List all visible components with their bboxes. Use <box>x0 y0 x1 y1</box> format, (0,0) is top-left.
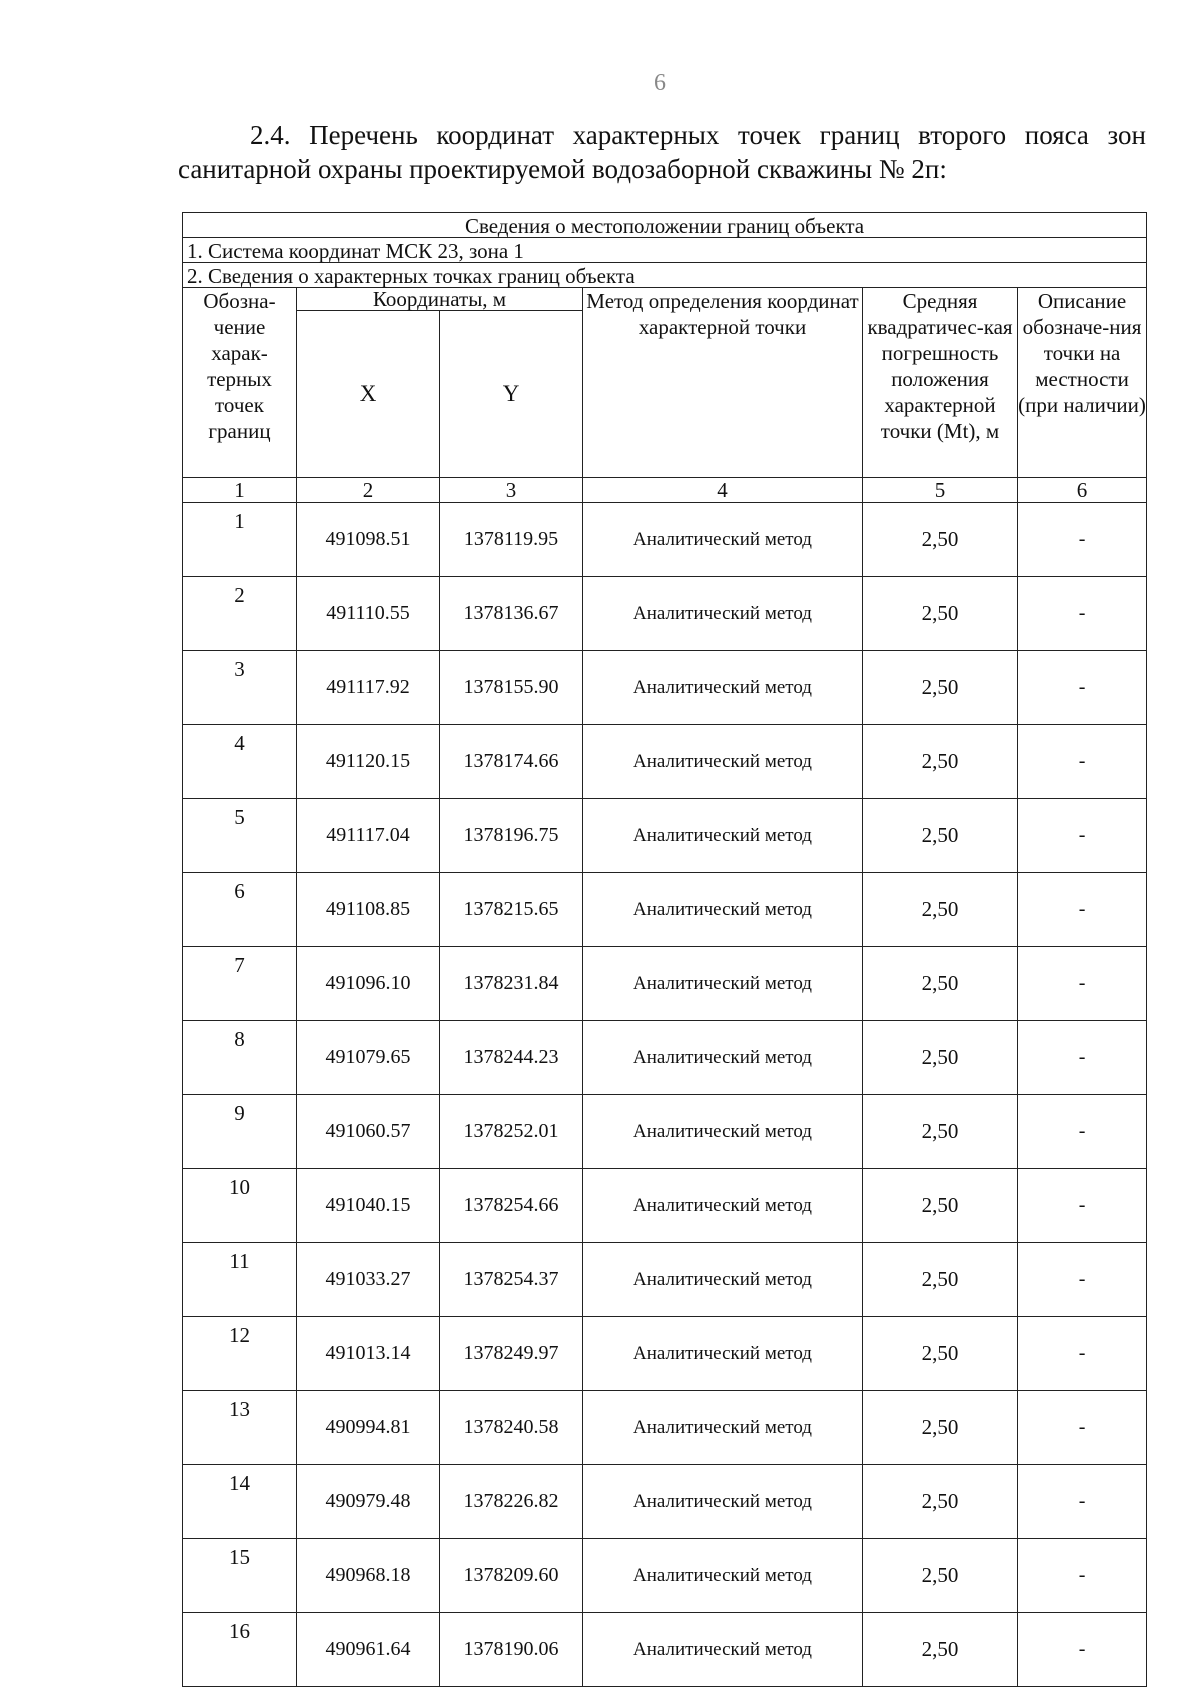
cell-error: 2,50 <box>863 947 1018 1021</box>
cell-y: 1378249.97 <box>440 1317 583 1391</box>
cell-description: - <box>1018 1169 1147 1243</box>
cell-x: 490979.48 <box>297 1465 440 1539</box>
cell-method: Аналитический метод <box>583 799 863 873</box>
cell-description: - <box>1018 1243 1147 1317</box>
header-coordinates: Координаты, м <box>297 288 583 311</box>
cell-y: 1378231.84 <box>440 947 583 1021</box>
table-row <box>183 1095 1147 1169</box>
table-body <box>183 503 1147 1687</box>
cell-description: - <box>1018 799 1147 873</box>
coordinates-table <box>182 212 1147 1687</box>
cell-y: 1378174.66 <box>440 725 583 799</box>
cell-error: 2,50 <box>863 1391 1018 1465</box>
column-number: 4 <box>583 478 863 503</box>
table-row <box>183 651 1147 725</box>
cell-point: 3 <box>183 651 297 725</box>
cell-method: Аналитический метод <box>583 947 863 1021</box>
cell-method: Аналитический метод <box>583 651 863 725</box>
column-number: 5 <box>863 478 1018 503</box>
cell-point: 12 <box>183 1317 297 1391</box>
cell-error: 2,50 <box>863 1021 1018 1095</box>
cell-description: - <box>1018 1095 1147 1169</box>
cell-description: - <box>1018 1317 1147 1391</box>
header-y: Y <box>440 311 583 478</box>
table-row <box>183 1243 1147 1317</box>
cell-error: 2,50 <box>863 651 1018 725</box>
table-title: Сведения о местоположении границ объекта <box>183 213 1147 238</box>
column-number: 3 <box>440 478 583 503</box>
cell-error: 2,50 <box>863 1169 1018 1243</box>
cell-point: 1 <box>183 503 297 577</box>
header-mean-square-error: Средняя квадратичес-кая погрешность положения характерной точки (Mt), м <box>863 288 1018 478</box>
cell-error: 2,50 <box>863 1317 1018 1391</box>
cell-x: 491013.14 <box>297 1317 440 1391</box>
cell-x: 491098.51 <box>297 503 440 577</box>
coordinate-system: 1. Система координат МСК 23, зона 1 <box>183 238 1147 263</box>
section-heading: 2.4. Перечень координат характерных точек границ второго пояса зон санитарной охраны проектируемой водозаборной скважины № 2п: <box>178 120 1146 184</box>
column-number: 6 <box>1018 478 1147 503</box>
cell-x: 491079.65 <box>297 1021 440 1095</box>
cell-error: 2,50 <box>863 1243 1018 1317</box>
cell-error: 2,50 <box>863 725 1018 799</box>
cell-error: 2,50 <box>863 503 1018 577</box>
cell-description: - <box>1018 725 1147 799</box>
cell-description: - <box>1018 1539 1147 1613</box>
cell-description: - <box>1018 873 1147 947</box>
cell-y: 1378190.06 <box>440 1613 583 1687</box>
header-method: Метод определения координат характерной точки <box>583 288 863 478</box>
cell-point: 10 <box>183 1169 297 1243</box>
cell-x: 491060.57 <box>297 1095 440 1169</box>
cell-y: 1378136.67 <box>440 577 583 651</box>
cell-x: 491096.10 <box>297 947 440 1021</box>
cell-method: Аналитический метод <box>583 1391 863 1465</box>
cell-y: 1378252.01 <box>440 1095 583 1169</box>
cell-point: 5 <box>183 799 297 873</box>
cell-method: Аналитический метод <box>583 577 863 651</box>
cell-error: 2,50 <box>863 1539 1018 1613</box>
cell-description: - <box>1018 1613 1147 1687</box>
cell-y: 1378209.60 <box>440 1539 583 1613</box>
table-row <box>183 947 1147 1021</box>
cell-error: 2,50 <box>863 577 1018 651</box>
table-row <box>183 1169 1147 1243</box>
cell-point: 4 <box>183 725 297 799</box>
cell-method: Аналитический метод <box>583 1169 863 1243</box>
cell-point: 9 <box>183 1095 297 1169</box>
cell-x: 490968.18 <box>297 1539 440 1613</box>
page-number: 6 <box>654 70 666 96</box>
column-number-row <box>183 478 1147 503</box>
cell-y: 1378244.23 <box>440 1021 583 1095</box>
cell-error: 2,50 <box>863 1095 1018 1169</box>
cell-point: 6 <box>183 873 297 947</box>
cell-y: 1378196.75 <box>440 799 583 873</box>
cell-y: 1378254.37 <box>440 1243 583 1317</box>
cell-x: 491120.15 <box>297 725 440 799</box>
cell-description: - <box>1018 503 1147 577</box>
cell-y: 1378240.58 <box>440 1391 583 1465</box>
cell-x: 491033.27 <box>297 1243 440 1317</box>
cell-y: 1378226.82 <box>440 1465 583 1539</box>
column-number: 2 <box>297 478 440 503</box>
cell-x: 491040.15 <box>297 1169 440 1243</box>
cell-description: - <box>1018 947 1147 1021</box>
table-row <box>183 799 1147 873</box>
cell-method: Аналитический метод <box>583 1317 863 1391</box>
cell-y: 1378254.66 <box>440 1169 583 1243</box>
cell-y: 1378215.65 <box>440 873 583 947</box>
cell-method: Аналитический метод <box>583 1613 863 1687</box>
header-point-designation: Обозна-чение харак-терных точек границ <box>183 288 297 478</box>
header-point-description: Описание обозначе-ния точки на местности (при наличии) <box>1018 288 1147 478</box>
cell-point: 14 <box>183 1465 297 1539</box>
cell-point: 2 <box>183 577 297 651</box>
table-row <box>183 1391 1147 1465</box>
cell-error: 2,50 <box>863 799 1018 873</box>
table-row <box>183 1613 1147 1687</box>
cell-x: 491108.85 <box>297 873 440 947</box>
table-row <box>183 1317 1147 1391</box>
cell-method: Аналитический метод <box>583 1243 863 1317</box>
cell-x: 491110.55 <box>297 577 440 651</box>
table-row <box>183 503 1147 577</box>
cell-error: 2,50 <box>863 873 1018 947</box>
cell-method: Аналитический метод <box>583 1021 863 1095</box>
cell-description: - <box>1018 1465 1147 1539</box>
cell-method: Аналитический метод <box>583 1465 863 1539</box>
cell-method: Аналитический метод <box>583 1539 863 1613</box>
cell-x: 491117.92 <box>297 651 440 725</box>
table-row <box>183 873 1147 947</box>
cell-point: 13 <box>183 1391 297 1465</box>
table-row <box>183 1021 1147 1095</box>
cell-error: 2,50 <box>863 1465 1018 1539</box>
column-number: 1 <box>183 478 297 503</box>
table-row <box>183 1539 1147 1613</box>
cell-method: Аналитический метод <box>583 725 863 799</box>
cell-point: 7 <box>183 947 297 1021</box>
points-section-title: 2. Сведения о характерных точках границ объекта <box>183 263 1147 288</box>
table-row <box>183 1465 1147 1539</box>
cell-x: 491117.04 <box>297 799 440 873</box>
cell-method: Аналитический метод <box>583 503 863 577</box>
cell-point: 15 <box>183 1539 297 1613</box>
table-row <box>183 577 1147 651</box>
header-x: X <box>297 311 440 478</box>
cell-x: 490994.81 <box>297 1391 440 1465</box>
cell-description: - <box>1018 651 1147 725</box>
cell-x: 490961.64 <box>297 1613 440 1687</box>
cell-error: 2,50 <box>863 1613 1018 1687</box>
table-row <box>183 725 1147 799</box>
cell-y: 1378155.90 <box>440 651 583 725</box>
cell-y: 1378119.95 <box>440 503 583 577</box>
cell-description: - <box>1018 577 1147 651</box>
cell-point: 16 <box>183 1613 297 1687</box>
cell-description: - <box>1018 1391 1147 1465</box>
cell-method: Аналитический метод <box>583 1095 863 1169</box>
cell-method: Аналитический метод <box>583 873 863 947</box>
cell-point: 11 <box>183 1243 297 1317</box>
cell-description: - <box>1018 1021 1147 1095</box>
cell-point: 8 <box>183 1021 297 1095</box>
